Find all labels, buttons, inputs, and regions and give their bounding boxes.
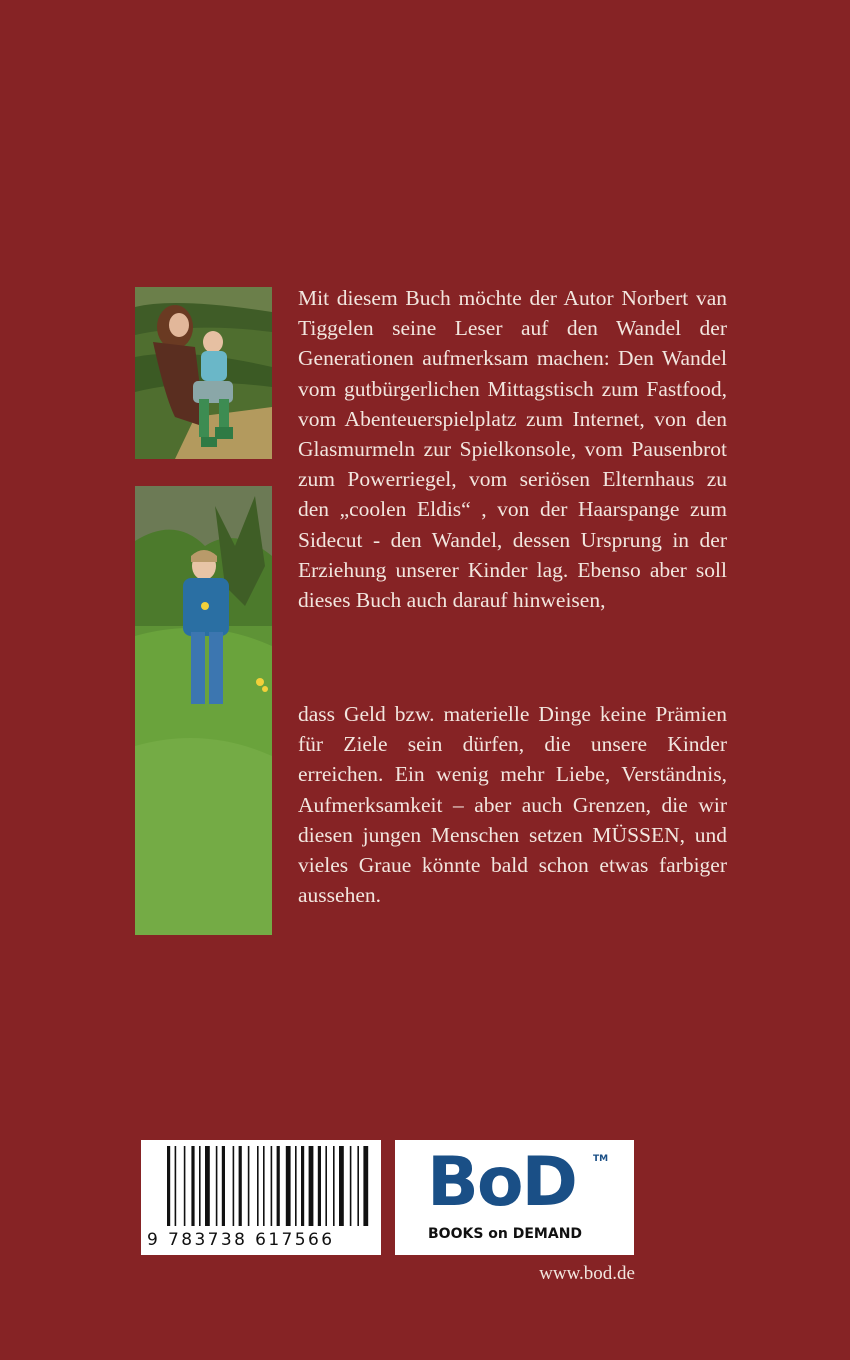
- photo-child-meadow-image: [135, 486, 272, 935]
- publisher-tagline: BOOKS on DEMAND: [428, 1226, 583, 1242]
- bod-logo-text: BoD: [427, 1143, 576, 1222]
- isbn-barcode: [141, 1140, 381, 1255]
- publisher-website: www.bod.de: [539, 1263, 635, 1284]
- photo-child-meadow: [135, 486, 272, 935]
- barcode-digits: 9 783738 617566: [147, 1230, 335, 1250]
- blurb-paragraph-2: dass Geld bzw. materielle Dinge keine Prämien für Ziele sein dürfen, die unsere Kinder erreichen. Ein wenig mehr Liebe, Verständnis, Aufmerksamkeit – aber auch Grenzen, die wir diesen jungen Menschen setzen MÜSSEN, und vieles Graue könnte bald schon etwas farbiger aussehen.: [298, 702, 727, 908]
- blurb-paragraph-1: Mit diesem Buch möchte der Autor Norbert van Tiggelen seine Leser auf den Wandel der Generationen aufmerksam machen: Den Wandel vom gutbürgerlichen Mittagstisch zum Fastfood, vom Abenteuerspielplatz zum Internet, von den Glasmurmeln zur Spielkonsole, vom Pausenbrot zum Powerriegel, vom seriösen Elternhaus zu den „coolen Eldis“ , von der Haarspange zum Sidecut - den Wandel, dessen Ursprung in der Erziehung unserer Kinder lag. Ebenso aber soll dieses Buch auch darauf hinweisen,: [298, 286, 727, 613]
- photo-mother-child-image: [135, 287, 272, 459]
- trademark-symbol: TM: [593, 1154, 609, 1164]
- barcode-bars: [141, 1140, 381, 1230]
- photo-mother-child-field: [135, 287, 272, 459]
- publisher-logo: [395, 1140, 634, 1255]
